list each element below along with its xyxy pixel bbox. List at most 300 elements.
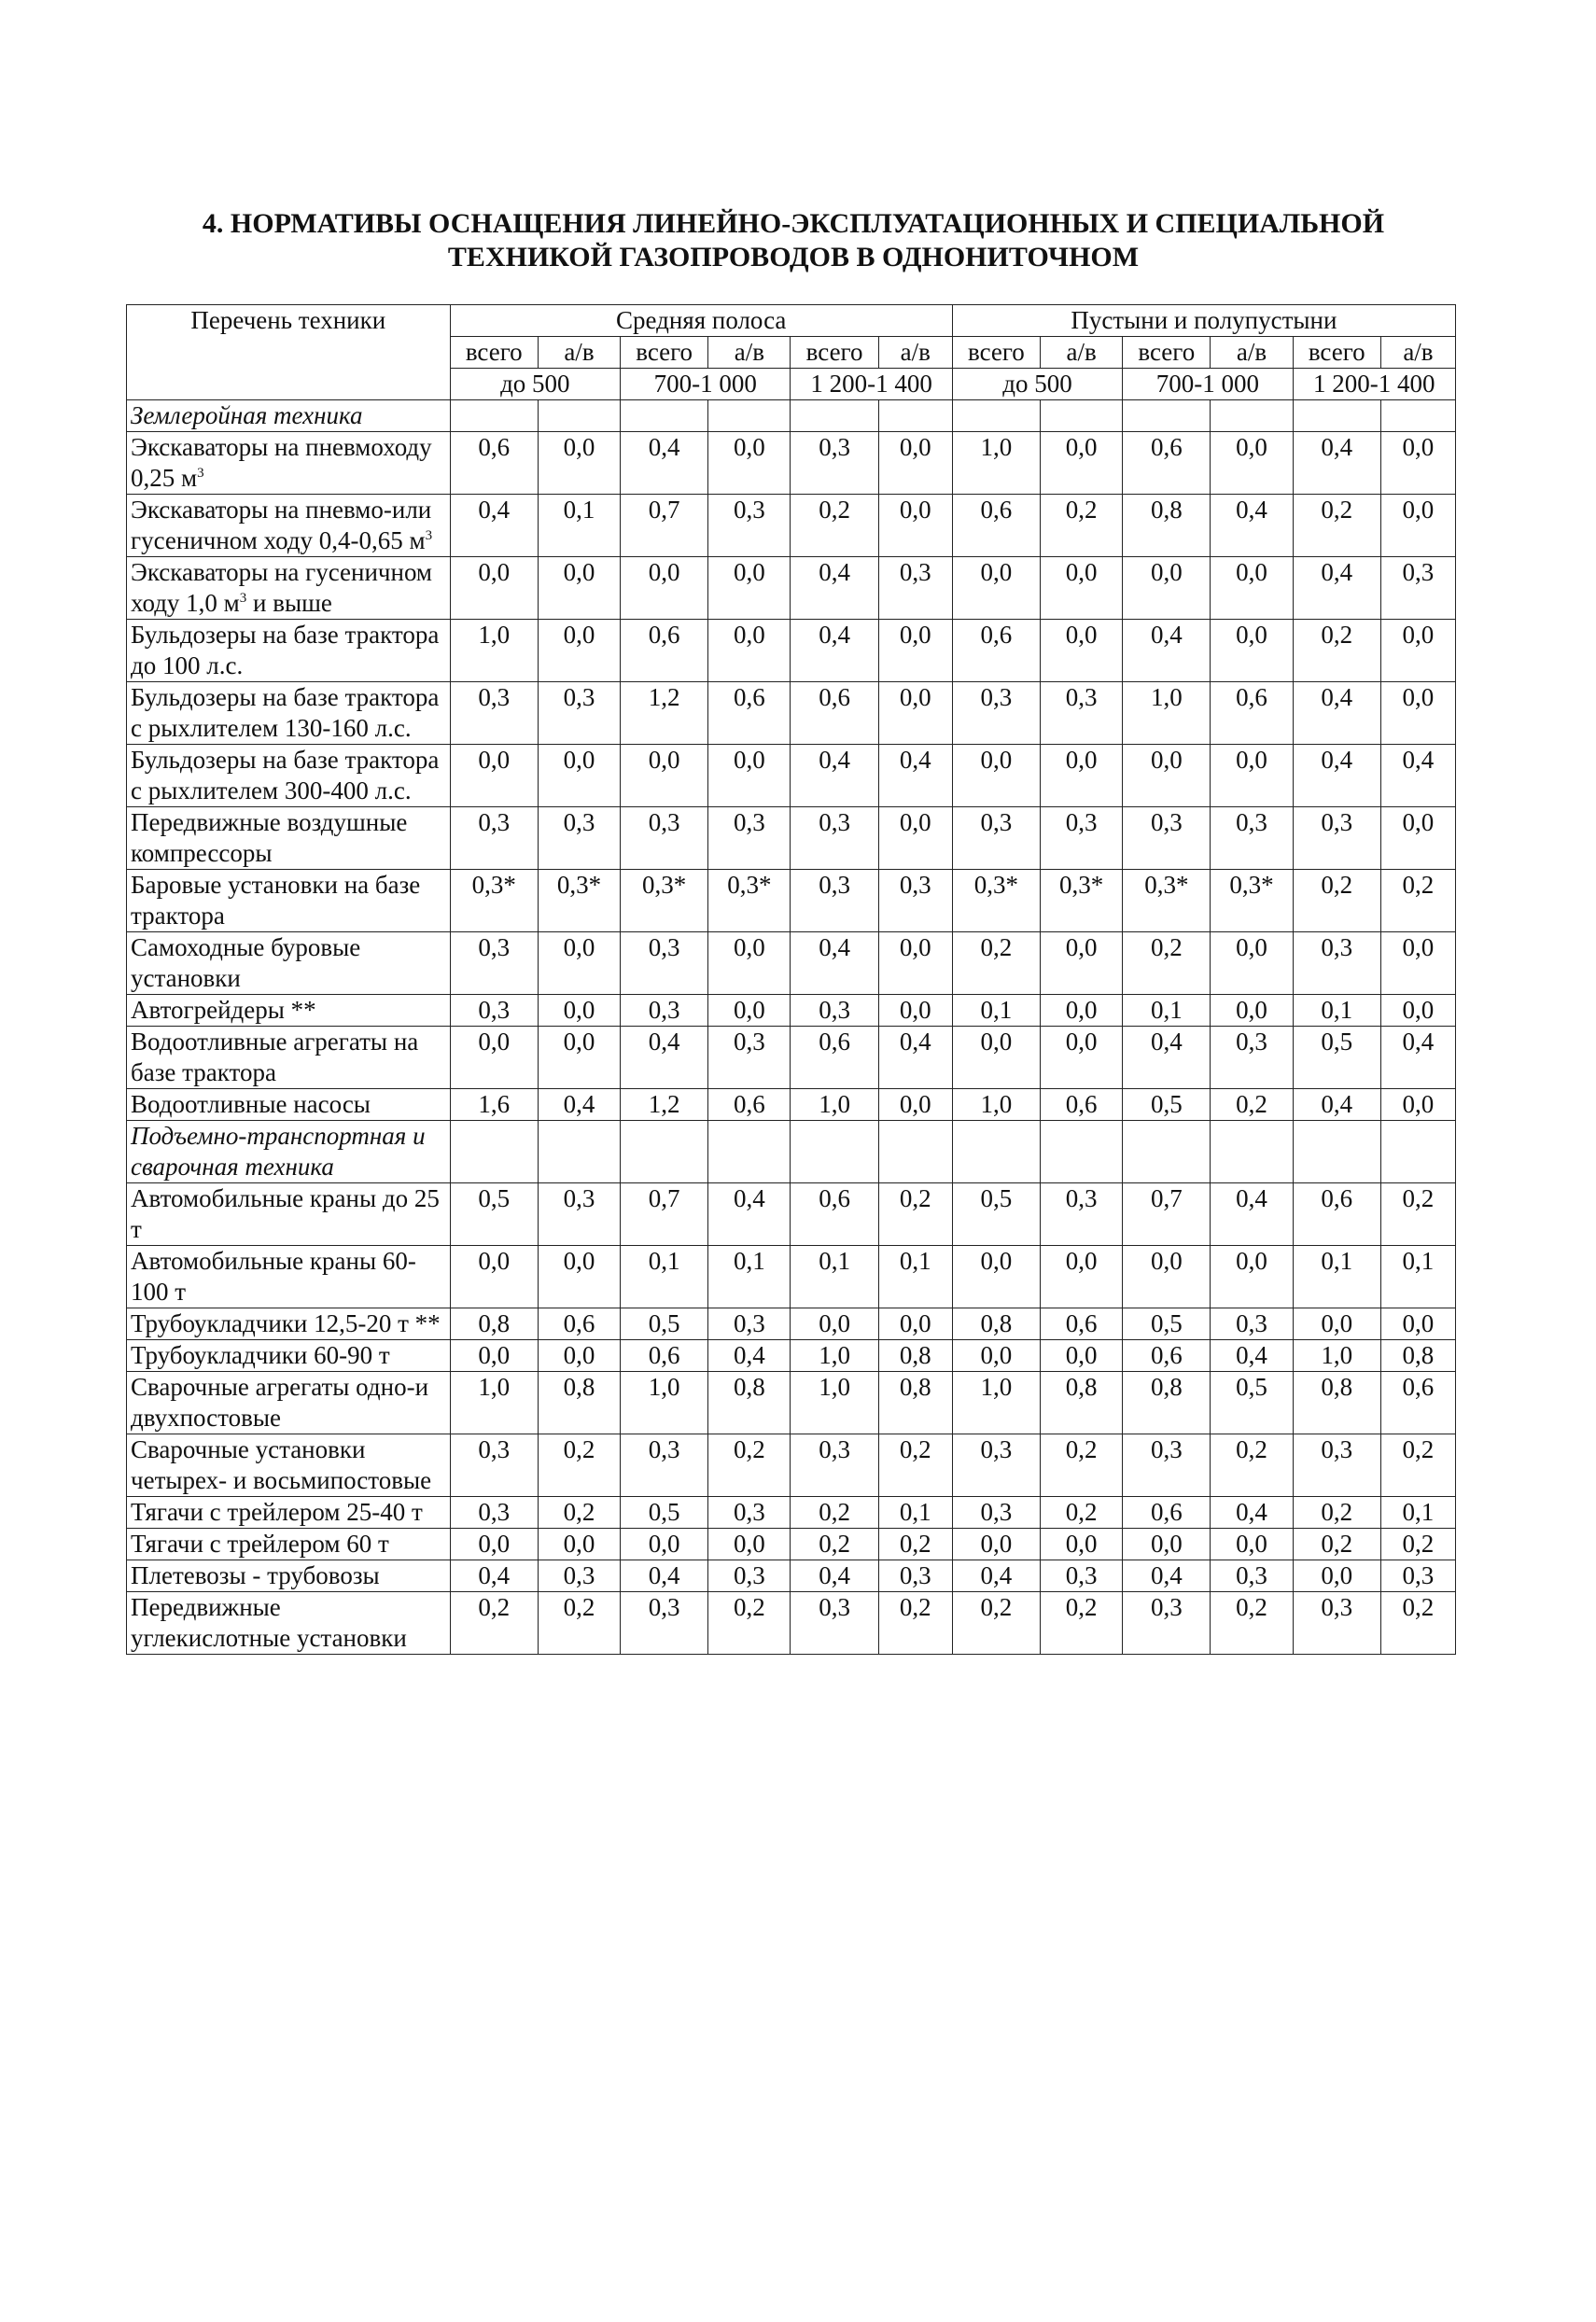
value-cell: 0,0 xyxy=(1041,557,1123,620)
value-cell: 0,6 xyxy=(1041,1308,1123,1340)
value-cell: 0,3* xyxy=(450,870,538,932)
value-cell: 0,0 xyxy=(1211,557,1293,620)
table-row xyxy=(127,870,1456,932)
diameter-range-header: 700-1 000 xyxy=(1123,369,1293,400)
value-cell: 0,3 xyxy=(708,1497,791,1529)
table-row xyxy=(127,995,1456,1027)
empty-cell xyxy=(450,400,538,432)
value-cell: 0,2 xyxy=(538,1592,620,1655)
equipment-name: Сварочные установки четырех- и восьмипостовые xyxy=(131,1435,432,1494)
value-cell: 0,3 xyxy=(1293,1434,1380,1497)
equipment-name: Автомобильные краны до 25 т xyxy=(131,1184,440,1243)
value-cell: 0,0 xyxy=(1380,1308,1455,1340)
value-cell: 0,4 xyxy=(1293,682,1380,745)
value-cell: 0,4 xyxy=(1293,557,1380,620)
value-cell: 0,2 xyxy=(878,1183,952,1246)
value-cell: 0,3 xyxy=(878,1560,952,1592)
value-cell: 0,3 xyxy=(1380,1560,1455,1592)
value-cell: 0,5 xyxy=(1293,1027,1380,1089)
value-cell: 0,0 xyxy=(1041,1027,1123,1089)
equipment-name-cell xyxy=(127,745,451,807)
empty-cell xyxy=(1211,400,1293,432)
value-cell: 0,6 xyxy=(1293,1183,1380,1246)
subcolumn-header: а/в xyxy=(1041,337,1123,369)
value-cell: 0,3 xyxy=(791,1592,878,1655)
value-cell: 0,0 xyxy=(878,495,952,557)
subcolumn-header: всего xyxy=(621,337,708,369)
value-cell: 0,2 xyxy=(1293,495,1380,557)
value-cell: 0,6 xyxy=(791,1027,878,1089)
value-cell: 1,0 xyxy=(791,1340,878,1372)
value-cell: 0,2 xyxy=(450,1592,538,1655)
value-cell: 0,0 xyxy=(450,1027,538,1089)
value-cell: 0,2 xyxy=(1123,932,1211,995)
value-cell: 0,3 xyxy=(1123,807,1211,870)
table-row xyxy=(127,1560,1456,1592)
value-cell: 0,0 xyxy=(1211,620,1293,682)
value-cell: 0,5 xyxy=(621,1497,708,1529)
value-cell: 0,3 xyxy=(1211,1308,1293,1340)
equipment-name: Экскаваторы на пневмоходу 0,25 м xyxy=(131,433,432,492)
value-cell: 0,3 xyxy=(952,1497,1040,1529)
equipment-name: Передвижные углекислотные установки xyxy=(131,1593,407,1652)
table-row xyxy=(127,1497,1456,1529)
equipment-name-cell xyxy=(127,620,451,682)
empty-cell xyxy=(538,1121,620,1183)
value-cell: 0,2 xyxy=(1211,1592,1293,1655)
value-cell: 0,2 xyxy=(538,1497,620,1529)
value-cell: 0,6 xyxy=(1380,1372,1455,1434)
value-cell: 0,1 xyxy=(621,1246,708,1308)
title-line-2: ТЕХНИКОЙ ГАЗОПРОВОДОВ В ОДНОНИТОЧНОМ xyxy=(447,242,1140,273)
value-cell: 0,2 xyxy=(791,495,878,557)
value-cell: 0,2 xyxy=(1041,1592,1123,1655)
value-cell: 0,1 xyxy=(791,1246,878,1308)
subcolumn-header: всего xyxy=(1123,337,1211,369)
value-cell: 0,8 xyxy=(450,1308,538,1340)
value-cell: 0,4 xyxy=(1380,1027,1455,1089)
equipment-name: Сварочные агрегаты одно-и двухпостовые xyxy=(131,1373,429,1432)
subcolumn-header: а/в xyxy=(1380,337,1455,369)
table-row xyxy=(127,557,1456,620)
value-cell: 0,0 xyxy=(450,1246,538,1308)
value-cell: 0,3 xyxy=(1293,932,1380,995)
value-cell: 0,4 xyxy=(450,495,538,557)
diameter-range-header: до 500 xyxy=(450,369,620,400)
value-cell: 0,5 xyxy=(1123,1308,1211,1340)
value-cell: 0,2 xyxy=(1293,1529,1380,1560)
table-row xyxy=(127,745,1456,807)
value-cell: 0,6 xyxy=(1123,1497,1211,1529)
equipment-name: Трубоукладчики 12,5-20 т ** xyxy=(131,1309,441,1337)
value-cell: 0,2 xyxy=(1293,1497,1380,1529)
empty-cell xyxy=(1123,400,1211,432)
value-cell: 0,0 xyxy=(1211,1529,1293,1560)
table-row xyxy=(127,1089,1456,1121)
empty-cell xyxy=(952,1121,1040,1183)
value-cell: 0,4 xyxy=(952,1560,1040,1592)
value-cell: 0,0 xyxy=(708,620,791,682)
value-cell: 0,6 xyxy=(450,432,538,495)
value-cell: 0,2 xyxy=(1380,1529,1455,1560)
value-cell: 1,0 xyxy=(621,1372,708,1434)
value-cell: 0,4 xyxy=(1293,745,1380,807)
value-cell: 0,0 xyxy=(450,1529,538,1560)
value-cell: 0,4 xyxy=(1293,432,1380,495)
empty-cell xyxy=(538,400,620,432)
value-cell: 0,4 xyxy=(791,1560,878,1592)
value-cell: 0,0 xyxy=(1123,557,1211,620)
value-cell: 0,3 xyxy=(450,932,538,995)
subcolumn-header: а/в xyxy=(878,337,952,369)
equipment-name: Баровые установки на базе трактора xyxy=(131,871,421,930)
value-cell: 0,2 xyxy=(1293,870,1380,932)
equipment-name-cell xyxy=(127,932,451,995)
value-cell: 0,0 xyxy=(1123,1246,1211,1308)
value-cell: 0,3 xyxy=(450,1434,538,1497)
value-cell: 0,2 xyxy=(1041,495,1123,557)
value-cell: 0,3 xyxy=(952,807,1040,870)
value-cell: 0,3 xyxy=(1041,682,1123,745)
value-cell: 0,2 xyxy=(538,1434,620,1497)
value-cell: 1,2 xyxy=(621,682,708,745)
value-cell: 0,2 xyxy=(708,1434,791,1497)
value-cell: 0,3 xyxy=(791,995,878,1027)
equipment-name-cell xyxy=(127,1434,451,1497)
value-cell: 0,0 xyxy=(878,995,952,1027)
value-cell: 0,6 xyxy=(1123,1340,1211,1372)
empty-cell xyxy=(791,1121,878,1183)
equipment-name: Экскаваторы на гусеничном ходу 1,0 м xyxy=(131,558,433,617)
value-cell: 0,0 xyxy=(450,1340,538,1372)
value-cell: 0,3 xyxy=(450,1497,538,1529)
value-cell: 1,0 xyxy=(952,1089,1040,1121)
value-cell: 0,4 xyxy=(1123,620,1211,682)
value-cell: 0,1 xyxy=(878,1246,952,1308)
value-cell: 0,1 xyxy=(1380,1246,1455,1308)
equipment-name: Самоходные буровые установки xyxy=(131,933,361,992)
value-cell: 0,3 xyxy=(791,870,878,932)
value-cell: 0,0 xyxy=(1211,745,1293,807)
value-cell: 0,0 xyxy=(538,1529,620,1560)
value-cell: 1,0 xyxy=(1293,1340,1380,1372)
value-cell: 0,0 xyxy=(1041,1246,1123,1308)
value-cell: 0,3 xyxy=(621,995,708,1027)
table-row xyxy=(127,1308,1456,1340)
value-cell: 0,0 xyxy=(1041,1340,1123,1372)
subcolumn-header: а/в xyxy=(708,337,791,369)
equipment-name: Автогрейдеры ** xyxy=(131,996,316,1024)
value-cell: 0,4 xyxy=(1211,1497,1293,1529)
value-cell: 0,0 xyxy=(1041,432,1123,495)
value-cell: 0,4 xyxy=(621,1027,708,1089)
value-cell: 0,0 xyxy=(952,1027,1040,1089)
value-cell: 0,2 xyxy=(1041,1434,1123,1497)
value-cell: 0,3 xyxy=(1041,1560,1123,1592)
value-cell: 0,8 xyxy=(708,1372,791,1434)
table-row xyxy=(127,1529,1456,1560)
equipment-name: Плетевозы - трубовозы xyxy=(131,1561,380,1589)
value-cell: 0,2 xyxy=(878,1434,952,1497)
diameter-range-header: 700-1 000 xyxy=(621,369,791,400)
value-cell: 0,0 xyxy=(1380,432,1455,495)
value-cell: 0,6 xyxy=(791,682,878,745)
value-cell: 0,0 xyxy=(1041,620,1123,682)
subcolumn-header: всего xyxy=(952,337,1040,369)
value-cell: 0,3* xyxy=(708,870,791,932)
value-cell: 0,2 xyxy=(1380,1592,1455,1655)
value-cell: 0,8 xyxy=(878,1372,952,1434)
section-title: Землеройная техника xyxy=(127,400,451,432)
equipment-name: Бульдозеры на базе трактора с рыхлителем 300-400 л.с. xyxy=(131,746,440,804)
value-cell: 0,1 xyxy=(1380,1497,1455,1529)
value-cell: 0,1 xyxy=(878,1497,952,1529)
value-cell: 0,2 xyxy=(952,932,1040,995)
value-cell: 0,0 xyxy=(708,745,791,807)
value-cell: 0,3 xyxy=(450,807,538,870)
value-cell: 0,6 xyxy=(952,495,1040,557)
value-cell: 0,4 xyxy=(1123,1560,1211,1592)
value-cell: 0,4 xyxy=(450,1560,538,1592)
value-cell: 0,0 xyxy=(538,557,620,620)
value-cell: 0,0 xyxy=(878,1089,952,1121)
title-line-1: 4. НОРМАТИВЫ ОСНАЩЕНИЯ ЛИНЕЙНО-ЭКСПЛУАТАЦИОННЫХ И СПЕЦИАЛЬНОЙ xyxy=(202,208,1385,239)
value-cell: 0,4 xyxy=(791,745,878,807)
value-cell: 0,0 xyxy=(538,1027,620,1089)
value-cell: 0,4 xyxy=(791,620,878,682)
value-cell: 0,0 xyxy=(1380,620,1455,682)
diameter-range-header: 1 200-1 400 xyxy=(1293,369,1455,400)
value-cell: 0,2 xyxy=(952,1592,1040,1655)
empty-cell xyxy=(708,400,791,432)
value-cell: 1,0 xyxy=(952,1372,1040,1434)
value-cell: 0,2 xyxy=(1380,1434,1455,1497)
value-cell: 0,3* xyxy=(1123,870,1211,932)
table-row xyxy=(127,1246,1456,1308)
equipment-name-cell xyxy=(127,1246,451,1308)
value-cell: 0,8 xyxy=(952,1308,1040,1340)
equipment-name: Тягачи с трейлером 60 т xyxy=(131,1530,389,1558)
value-cell: 0,3 xyxy=(538,1560,620,1592)
equipment-name-cell xyxy=(127,870,451,932)
empty-cell xyxy=(791,400,878,432)
value-cell: 0,0 xyxy=(708,557,791,620)
value-cell: 0,0 xyxy=(1380,495,1455,557)
value-cell: 0,0 xyxy=(878,807,952,870)
value-cell: 0,3 xyxy=(708,1308,791,1340)
value-cell: 0,0 xyxy=(1211,995,1293,1027)
value-cell: 0,0 xyxy=(538,995,620,1027)
value-cell: 0,0 xyxy=(538,432,620,495)
equipment-norms-table xyxy=(126,304,1456,1655)
value-cell: 0,4 xyxy=(621,432,708,495)
value-cell: 0,7 xyxy=(621,1183,708,1246)
value-cell: 0,3 xyxy=(450,682,538,745)
equipment-name-cell xyxy=(127,995,451,1027)
table-row xyxy=(127,807,1456,870)
table-header xyxy=(127,305,1456,400)
value-cell: 0,0 xyxy=(538,1246,620,1308)
value-cell: 0,3 xyxy=(791,1434,878,1497)
value-cell: 0,3* xyxy=(538,870,620,932)
value-cell: 0,2 xyxy=(1293,620,1380,682)
equipment-name-cell xyxy=(127,495,451,557)
value-cell: 1,0 xyxy=(450,1372,538,1434)
value-cell: 0,4 xyxy=(878,1027,952,1089)
empty-cell xyxy=(621,400,708,432)
value-cell: 0,2 xyxy=(708,1592,791,1655)
value-cell: 0,1 xyxy=(538,495,620,557)
value-cell: 0,4 xyxy=(1380,745,1455,807)
value-cell: 0,0 xyxy=(1380,807,1455,870)
value-cell: 0,0 xyxy=(708,932,791,995)
section-title: Подъемно-транспортная и сварочная техника xyxy=(127,1121,451,1183)
value-cell: 0,2 xyxy=(1211,1089,1293,1121)
value-cell: 0,8 xyxy=(1293,1372,1380,1434)
equipment-name-cell xyxy=(127,1497,451,1529)
value-cell: 0,3 xyxy=(952,1434,1040,1497)
equipment-name-cell xyxy=(127,1340,451,1372)
value-cell: 0,6 xyxy=(708,682,791,745)
value-cell: 0,4 xyxy=(621,1560,708,1592)
value-cell: 0,2 xyxy=(1041,1497,1123,1529)
value-cell: 0,8 xyxy=(1041,1372,1123,1434)
value-cell: 0,4 xyxy=(1293,1089,1380,1121)
value-cell: 0,4 xyxy=(878,745,952,807)
table-row xyxy=(127,932,1456,995)
table-row xyxy=(127,1340,1456,1372)
value-cell: 0,5 xyxy=(1123,1089,1211,1121)
value-cell: 0,0 xyxy=(878,682,952,745)
subcolumn-header: всего xyxy=(791,337,878,369)
value-cell: 0,0 xyxy=(1041,745,1123,807)
value-cell: 0,0 xyxy=(878,1308,952,1340)
value-cell: 0,8 xyxy=(1380,1340,1455,1372)
table-row xyxy=(127,495,1456,557)
value-cell: 0,1 xyxy=(952,995,1040,1027)
value-cell: 0,3 xyxy=(708,1560,791,1592)
value-cell: 0,0 xyxy=(1041,995,1123,1027)
value-cell: 0,3 xyxy=(878,557,952,620)
value-cell: 0,3 xyxy=(708,1027,791,1089)
subcolumn-header: всего xyxy=(1293,337,1380,369)
value-cell: 0,0 xyxy=(952,1340,1040,1372)
value-cell: 0,1 xyxy=(1123,995,1211,1027)
value-cell: 0,3 xyxy=(1293,807,1380,870)
value-cell: 0,0 xyxy=(538,745,620,807)
equipment-name: Автомобильные краны 60-100 т xyxy=(131,1247,416,1306)
value-cell: 1,0 xyxy=(791,1089,878,1121)
value-cell: 0,3 xyxy=(791,432,878,495)
value-cell: 0,0 xyxy=(708,995,791,1027)
value-cell: 0,6 xyxy=(538,1308,620,1340)
value-cell: 0,0 xyxy=(1211,932,1293,995)
value-cell: 0,0 xyxy=(1041,932,1123,995)
value-cell: 0,3 xyxy=(538,807,620,870)
value-cell: 0,0 xyxy=(1123,745,1211,807)
value-cell: 0,3* xyxy=(1211,870,1293,932)
value-cell: 0,3 xyxy=(1041,807,1123,870)
equipment-name: Передвижные воздушные компрессоры xyxy=(131,808,408,867)
empty-cell xyxy=(878,1121,952,1183)
value-cell: 0,3* xyxy=(952,870,1040,932)
value-cell: 0,0 xyxy=(1380,995,1455,1027)
empty-cell xyxy=(878,400,952,432)
value-cell: 0,0 xyxy=(1293,1308,1380,1340)
value-cell: 0,3 xyxy=(1211,1027,1293,1089)
value-cell: 1,0 xyxy=(791,1372,878,1434)
group-header-desert-zone: Пустыни и полупустыни xyxy=(952,305,1455,337)
equipment-name-cell xyxy=(127,1529,451,1560)
value-cell: 0,8 xyxy=(1123,1372,1211,1434)
equipment-name-cell xyxy=(127,1560,451,1592)
value-cell: 0,4 xyxy=(538,1089,620,1121)
value-cell: 0,0 xyxy=(1123,1529,1211,1560)
value-cell: 0,3 xyxy=(791,807,878,870)
value-cell: 0,4 xyxy=(708,1340,791,1372)
equipment-name-cell xyxy=(127,807,451,870)
value-cell: 0,0 xyxy=(708,1529,791,1560)
section-row xyxy=(127,1121,1456,1183)
empty-cell xyxy=(1293,400,1380,432)
value-cell: 0,5 xyxy=(952,1183,1040,1246)
value-cell: 0,6 xyxy=(1211,682,1293,745)
equipment-name: Трубоукладчики 60-90 т xyxy=(131,1341,390,1369)
value-cell: 0,6 xyxy=(791,1183,878,1246)
value-cell: 0,3 xyxy=(1123,1592,1211,1655)
value-cell: 0,1 xyxy=(1293,995,1380,1027)
subcolumn-header: а/в xyxy=(1211,337,1293,369)
value-cell: 0,7 xyxy=(1123,1183,1211,1246)
unit-superscript: 3 xyxy=(239,591,247,606)
equipment-name: Водоотливные насосы xyxy=(131,1090,371,1118)
value-cell: 0,3 xyxy=(538,1183,620,1246)
value-cell: 0,2 xyxy=(791,1529,878,1560)
equipment-name-cell xyxy=(127,1308,451,1340)
equipment-name-cell xyxy=(127,1027,451,1089)
value-cell: 0,4 xyxy=(791,557,878,620)
value-cell: 0,0 xyxy=(952,745,1040,807)
equipment-name-cell xyxy=(127,682,451,745)
table-row xyxy=(127,1027,1456,1089)
value-cell: 0,3 xyxy=(621,932,708,995)
equipment-name: Бульдозеры на базе трактора до 100 л.с. xyxy=(131,621,440,679)
empty-cell xyxy=(1293,1121,1380,1183)
value-cell: 0,5 xyxy=(621,1308,708,1340)
value-cell: 0,8 xyxy=(878,1340,952,1372)
value-cell: 0,2 xyxy=(791,1497,878,1529)
value-cell: 0,0 xyxy=(878,432,952,495)
value-cell: 0,5 xyxy=(450,1183,538,1246)
value-cell: 0,0 xyxy=(621,745,708,807)
empty-cell xyxy=(708,1121,791,1183)
value-cell: 0,3 xyxy=(621,1592,708,1655)
diameter-range-header: до 500 xyxy=(952,369,1122,400)
value-cell: 0,6 xyxy=(952,620,1040,682)
table-row xyxy=(127,432,1456,495)
value-cell: 0,2 xyxy=(1380,1183,1455,1246)
value-cell: 0,4 xyxy=(708,1183,791,1246)
value-cell: 1,0 xyxy=(450,620,538,682)
value-cell: 0,0 xyxy=(791,1308,878,1340)
value-cell: 0,4 xyxy=(791,932,878,995)
value-cell: 0,3 xyxy=(621,1434,708,1497)
value-cell: 0,6 xyxy=(708,1089,791,1121)
section-row xyxy=(127,400,1456,432)
empty-cell xyxy=(450,1121,538,1183)
value-cell: 0,3 xyxy=(450,995,538,1027)
value-cell: 0,3 xyxy=(1293,1592,1380,1655)
